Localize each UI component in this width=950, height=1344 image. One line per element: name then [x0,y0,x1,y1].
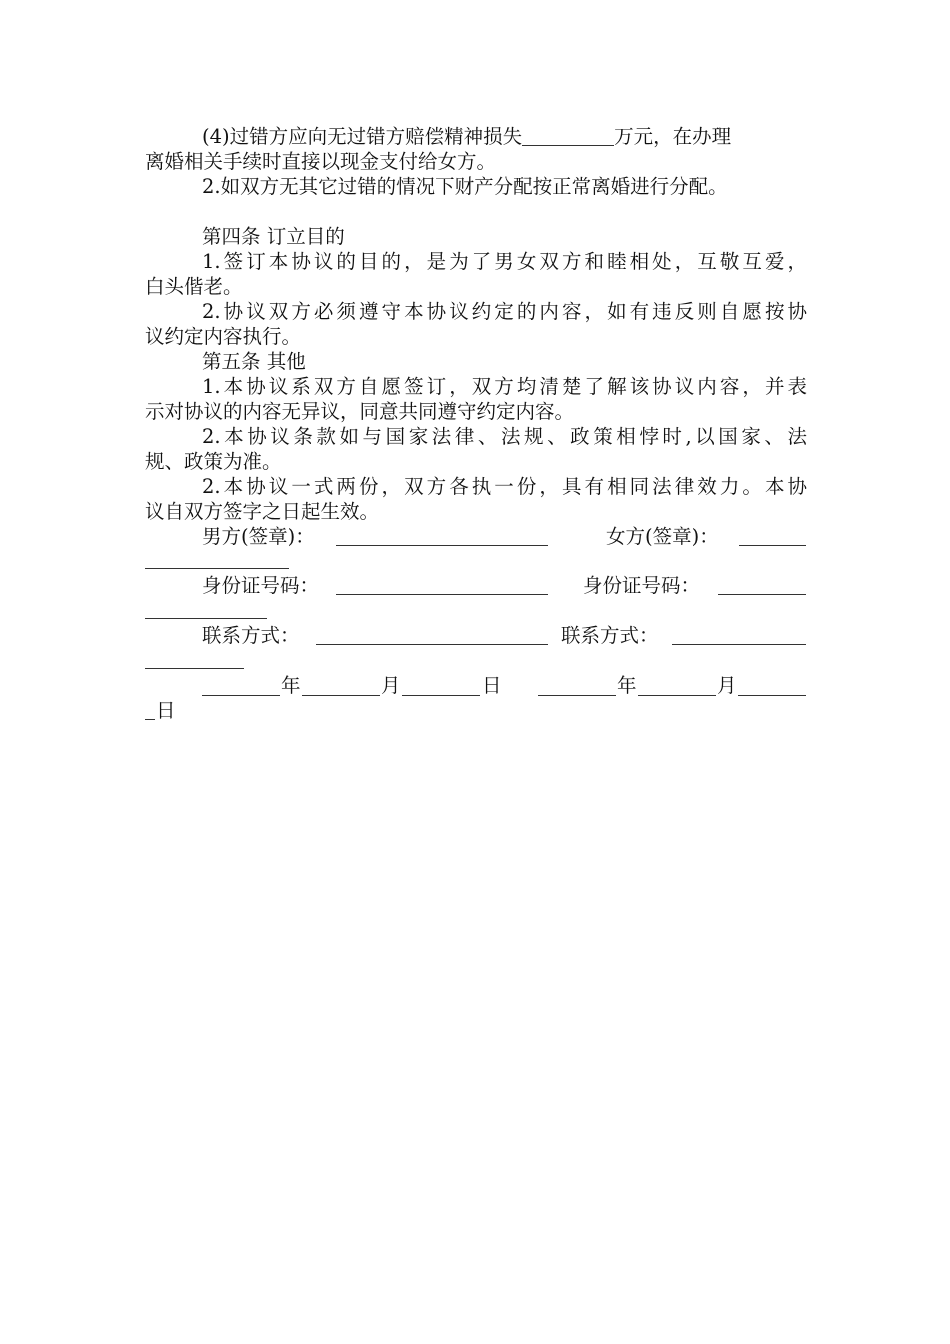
male-signature-label: 男方(签章)： [202,525,315,548]
clause3-item2: 2.如双方无其它过错的情况下财产分配按正常离婚进行分配。 [202,175,728,198]
clause5-heading: 第五条 其他 [202,350,306,373]
female-date-day-field-cont[interactable] [145,719,155,720]
female-date-day-label: 日 [156,699,176,722]
clause4-p2-line2: 议约定内容执行。 [145,325,302,348]
clause4-p1-line2: 白头偕老。 [145,275,243,298]
female-date-month-label: 月 [717,674,737,697]
female-date-year-label: 年 [617,674,637,697]
female-contact-field[interactable] [672,644,806,645]
male-date-month-label: 月 [381,674,401,697]
clause4-heading: 第四条 订立目的 [202,225,345,248]
male-date-month-field[interactable] [302,695,380,696]
female-date-day-field[interactable] [738,695,806,696]
female-id-field[interactable] [718,594,806,595]
male-contact-label: 联系方式： [202,624,300,647]
female-date-month-field[interactable] [638,695,716,696]
female-id-label: 身份证号码： [583,574,701,597]
clause5-p1-line2: 示对协议的内容无异议，同意共同遵守约定内容。 [145,400,575,423]
clause5-p2-line2: 规、政策为准。 [145,450,282,473]
male-date-day-field[interactable] [402,695,480,696]
male-signature-field[interactable] [336,545,548,546]
clause5-p3-line2: 议自双方签字之日起生效。 [145,500,380,523]
female-signature-label: 女方(签章)： [606,525,719,548]
item4-text: (4)过错方应向无过错方赔偿精神损失 [202,125,523,148]
male-date-year-field[interactable] [202,695,280,696]
female-id-field-cont[interactable] [145,618,267,619]
female-signature-field[interactable] [739,545,806,546]
clause5-p3-line1: 2.本协议一式两份，双方各执一份，具有相同法律效力。本协 [202,475,807,498]
male-id-field[interactable] [336,594,548,595]
clause3-item4-line2: 离婚相关手续时直接以现金支付给女方。 [145,150,497,173]
clause4-p2-line1: 2.协议双方必须遵守本协议约定的内容，如有违反则自愿按协 [202,300,807,323]
clause4-p1-line1: 1.签订本协议的目的，是为了男女双方和睦相处，互敬互爱， [202,250,807,273]
male-contact-field[interactable] [316,644,548,645]
item4-text-cont: 万元，在办理 [614,125,732,148]
compensation-amount-blank[interactable] [522,127,614,146]
female-contact-field-cont[interactable] [145,668,244,669]
clause3-item4-line1 [202,125,731,149]
male-date-year-label: 年 [281,674,301,697]
female-contact-label: 联系方式： [561,624,659,647]
male-id-label: 身份证号码： [202,574,320,597]
clause5-p2-line1: 2.本协议条款如与国家法律、法规、政策相悖时,以国家、法 [202,425,807,448]
female-signature-field-cont[interactable] [145,568,289,569]
female-date-year-field[interactable] [538,695,616,696]
male-date-day-label: 日 [482,674,502,697]
clause5-p1-line1: 1.本协议系双方自愿签订，双方均清楚了解该协议内容，并表 [202,375,807,398]
